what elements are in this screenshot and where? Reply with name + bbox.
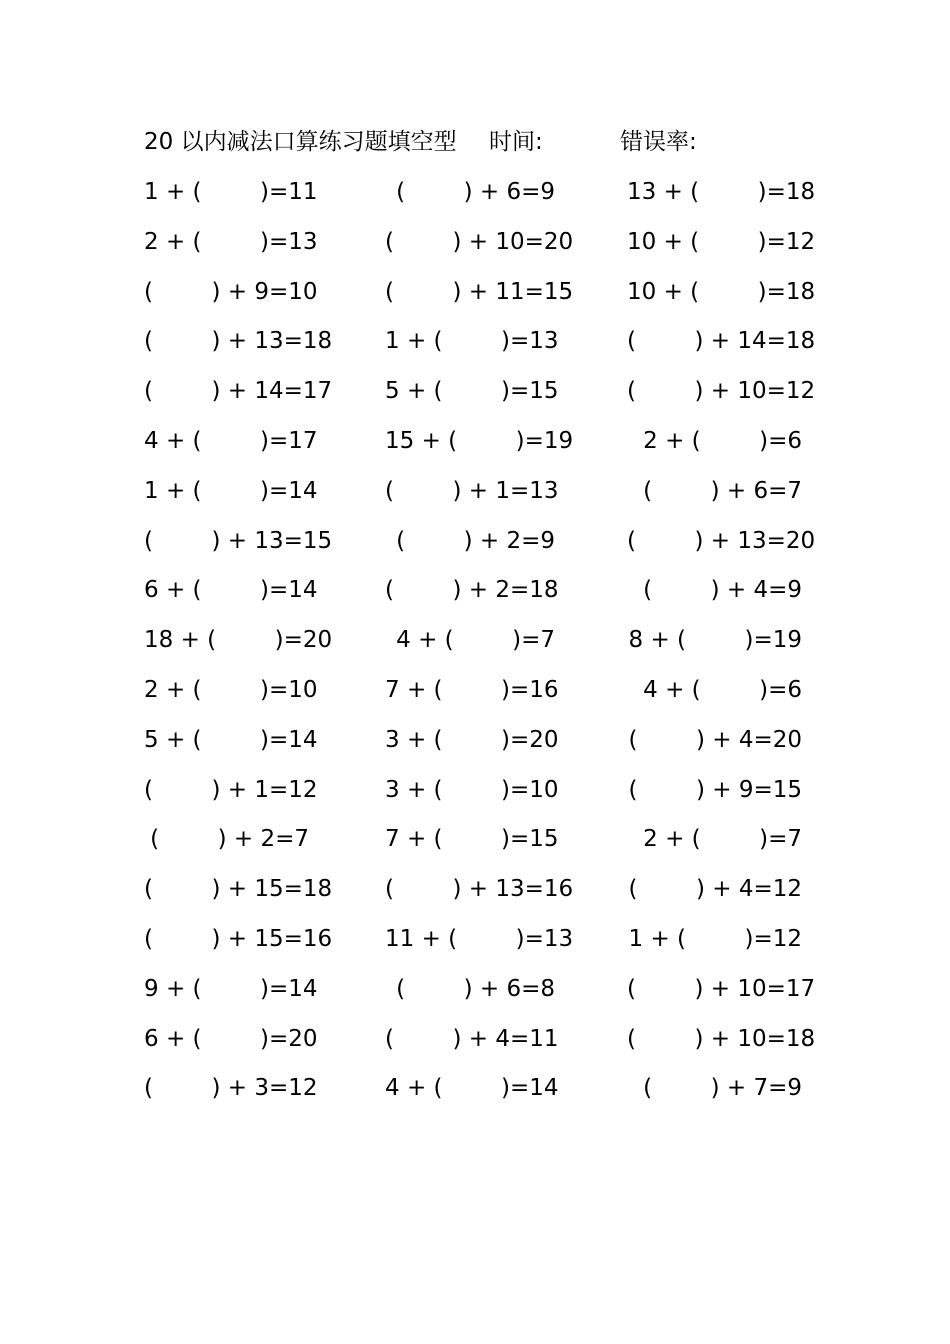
problem-row <box>0 1071 950 1121</box>
problem-item: 6 + ( )=14 <box>144 577 318 604</box>
problem-item: ( ) + 13=15 <box>144 527 333 554</box>
problem-item: 13 + ( )=18 <box>627 179 816 205</box>
problem-item: ( ) + 6=7 <box>643 477 802 504</box>
problem-item: 1 + ( )=14 <box>144 477 318 504</box>
problem-item: 4 + ( )=7 <box>396 627 555 654</box>
problem-item: ( ) + 4=20 <box>628 726 802 753</box>
problem-row <box>0 623 950 673</box>
problem-item: 1 + ( )=11 <box>144 179 318 205</box>
problem-item: 1 + ( )=13 <box>385 328 559 355</box>
problem-row <box>0 474 950 524</box>
problem-row <box>0 424 950 474</box>
problem-row <box>0 773 950 823</box>
problem-row <box>0 822 950 872</box>
problem-item: ( ) + 13=16 <box>385 876 574 903</box>
problem-item: 7 + ( )=15 <box>385 826 559 853</box>
problem-item: ( ) + 15=18 <box>144 876 333 903</box>
problem-item: 3 + ( )=10 <box>385 776 559 803</box>
problem-item: ( ) + 3=12 <box>144 1075 318 1102</box>
problem-row <box>0 872 950 922</box>
problem-item: ( ) + 2=18 <box>385 577 559 604</box>
problem-item: 15 + ( )=19 <box>385 427 574 454</box>
problem-row <box>0 225 950 275</box>
problem-item: ( ) + 14=18 <box>627 328 816 355</box>
problem-row <box>0 1022 950 1072</box>
problem-item: ( ) + 4=9 <box>643 577 802 604</box>
problem-item: ( ) + 13=18 <box>144 328 333 355</box>
problem-item: 10 + ( )=12 <box>627 228 816 255</box>
problem-item: 2 + ( )=6 <box>643 427 802 454</box>
problem-item: 2 + ( )=7 <box>643 826 802 853</box>
problem-item: ( ) + 13=20 <box>627 527 816 554</box>
problem-item: ( ) + 9=10 <box>144 278 318 305</box>
problem-item: 4 + ( )=6 <box>643 676 802 703</box>
problem-item: 18 + ( )=20 <box>144 627 333 654</box>
problem-item: 5 + ( )=15 <box>385 378 559 405</box>
problem-row <box>0 972 950 1022</box>
problem-item: ( ) + 1=12 <box>144 776 318 803</box>
problem-row <box>0 275 950 325</box>
problem-item: ( ) + 15=16 <box>144 925 333 952</box>
problem-item: ( ) + 14=17 <box>144 378 333 405</box>
problem-item: 3 + ( )=20 <box>385 726 559 753</box>
problem-item: ( ) + 4=11 <box>385 1025 559 1052</box>
problem-item: 4 + ( )=17 <box>144 427 318 454</box>
problem-item: ( ) + 2=9 <box>396 527 555 554</box>
problem-item: 7 + ( )=16 <box>385 676 559 703</box>
problem-row <box>0 524 950 574</box>
problem-item: ( ) + 4=12 <box>628 876 802 903</box>
problem-item: 9 + ( )=14 <box>144 975 318 1002</box>
problem-item: ( ) + 10=12 <box>627 378 816 405</box>
problem-item: 2 + ( )=10 <box>144 676 318 703</box>
problem-row <box>0 723 950 773</box>
problem-item: ( ) + 10=20 <box>385 228 574 255</box>
problem-item: 10 + ( )=18 <box>627 278 816 305</box>
problem-row <box>0 673 950 723</box>
worksheet-title: 20 以内减法口算练习题填空型 <box>144 129 457 155</box>
error-rate-label: 错误率: <box>620 129 697 155</box>
problem-item: ( ) + 10=18 <box>627 1025 816 1052</box>
worksheet-header <box>0 124 950 160</box>
time-label: 时间: <box>489 129 543 155</box>
problem-item: 2 + ( )=13 <box>144 228 318 255</box>
problem-row <box>0 922 950 972</box>
problem-row <box>0 175 950 225</box>
problem-row <box>0 573 950 623</box>
problem-item: ( ) + 1=13 <box>385 477 559 504</box>
problem-item: ( ) + 11=15 <box>385 278 574 305</box>
problem-item: 5 + ( )=14 <box>144 726 318 753</box>
problem-item: ( ) + 6=8 <box>396 975 555 1002</box>
problem-row <box>0 374 950 424</box>
problem-item: ( ) + 9=15 <box>628 776 802 803</box>
problem-row <box>0 324 950 374</box>
problem-item: 6 + ( )=20 <box>144 1025 318 1052</box>
problem-item: ( ) + 6=9 <box>396 179 555 205</box>
problem-grid <box>0 175 950 1121</box>
problem-item: ( ) + 2=7 <box>150 826 309 853</box>
problem-item: ( ) + 7=9 <box>643 1075 802 1102</box>
problem-item: 1 + ( )=12 <box>628 925 802 952</box>
problem-item: 8 + ( )=19 <box>628 627 802 654</box>
problem-item: 11 + ( )=13 <box>385 925 574 952</box>
problem-item: ( ) + 10=17 <box>627 975 816 1002</box>
problem-item: 4 + ( )=14 <box>385 1075 559 1102</box>
